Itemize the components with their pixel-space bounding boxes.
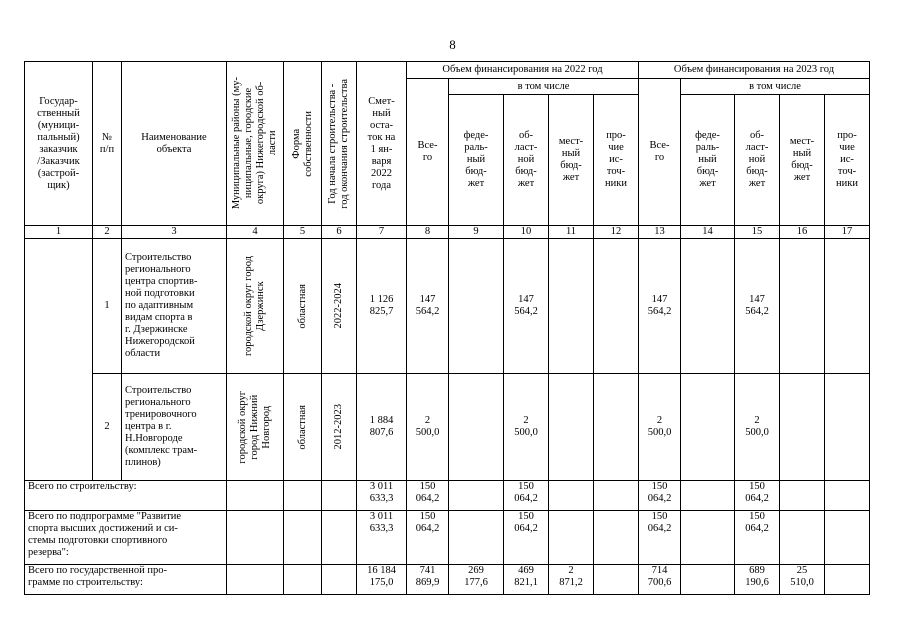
y2022-other (594, 239, 639, 374)
total-years (322, 481, 357, 511)
header-customer: Государ- ственный (муници- пальный) заказчик /Заказчик (застрой- щик) (25, 62, 93, 226)
object-name: Строительство регионального тренировочного центра в г. Н.Новгороде (комплекс трам- плинов) (122, 374, 227, 481)
total-row (25, 565, 870, 595)
y2022-regional: 147 564,2 (504, 239, 549, 374)
total-row (25, 481, 870, 511)
total-y2022-local: 2 871,2 (549, 565, 594, 595)
estimate-cell: 1 884 807,6 (357, 374, 407, 481)
y2023-total: 147 564,2 (639, 239, 681, 374)
y2022-total: 2 500,0 (407, 374, 449, 481)
total-y2023-regional: 150 064,2 (735, 511, 780, 565)
header-districts: Муниципальные районы (му- ниципальные, городские округа) Нижегородской об- ласти (227, 62, 284, 226)
district-cell: городской округ город Нижний Новгород (227, 374, 284, 481)
y2023-federal (681, 239, 735, 374)
total-years (322, 511, 357, 565)
y2023-federal (681, 374, 735, 481)
row-num: 1 (93, 239, 122, 374)
total-y2023-local: 25 510,0 (780, 565, 825, 595)
total-y2022-local (549, 481, 594, 511)
total-y2023-federal (681, 481, 735, 511)
total-ownership (284, 481, 322, 511)
col-number: 17 (825, 226, 870, 239)
total-row (25, 511, 870, 565)
col-number: 14 (681, 226, 735, 239)
header-2022-regional: об- ласт- ной бюд- жет (504, 95, 549, 226)
col-number: 2 (93, 226, 122, 239)
total-y2022-local (549, 511, 594, 565)
col-number: 1 (25, 226, 93, 239)
total-y2023-local (780, 511, 825, 565)
header-fin-2022: Объем финансирования на 2022 год (407, 62, 639, 79)
header-2022-including: в том числе (449, 79, 639, 95)
total-years (322, 565, 357, 595)
col-number: 6 (322, 226, 357, 239)
total-estimate: 16 184 175,0 (357, 565, 407, 595)
header-2022-federal: феде- раль- ный бюд- жет (449, 95, 504, 226)
header-name: Наименование объекта (122, 62, 227, 226)
header-years: Год начала строительства - год окончания строительства (322, 62, 357, 226)
years-cell: 2022-2024 (322, 239, 357, 374)
header-2022-total: Все- го (407, 79, 449, 226)
header-2023-federal: феде- раль- ный бюд- жет (681, 95, 735, 226)
y2023-local (780, 239, 825, 374)
total-y2023-other (825, 511, 870, 565)
y2022-regional: 2 500,0 (504, 374, 549, 481)
total-district (227, 565, 284, 595)
total-y2023-regional: 150 064,2 (735, 481, 780, 511)
y2023-regional: 147 564,2 (735, 239, 780, 374)
total-y2023-total: 150 064,2 (639, 511, 681, 565)
total-estimate: 3 011 633,3 (357, 481, 407, 511)
estimate-cell: 1 126 825,7 (357, 239, 407, 374)
y2023-other (825, 374, 870, 481)
total-y2022-federal: 269 177,6 (449, 565, 504, 595)
financing-table (24, 61, 870, 595)
header-2023-local: мест- ный бюд- жет (780, 95, 825, 226)
header-estimate: Смет- ный оста- ток на 1 ян- варя 2022 года (357, 62, 407, 226)
col-number: 9 (449, 226, 504, 239)
col-number: 11 (549, 226, 594, 239)
header-fin-2023: Объем финансирования на 2023 год (639, 62, 870, 79)
total-y2022-other (594, 565, 639, 595)
total-y2022-regional: 150 064,2 (504, 481, 549, 511)
total-y2023-federal (681, 511, 735, 565)
total-ownership (284, 565, 322, 595)
col-number: 3 (122, 226, 227, 239)
row-num: 2 (93, 374, 122, 481)
y2022-total: 147 564,2 (407, 239, 449, 374)
col-number: 12 (594, 226, 639, 239)
header-2023-regional: об- ласт- ной бюд- жет (735, 95, 780, 226)
total-y2022-total: 150 064,2 (407, 481, 449, 511)
total-y2023-total: 150 064,2 (639, 481, 681, 511)
total-ownership (284, 511, 322, 565)
district-cell: городской округ город Дзержинск (227, 239, 284, 374)
header-2023-other: про- чие ис- точ- ники (825, 95, 870, 226)
total-y2022-other (594, 481, 639, 511)
total-y2023-other (825, 565, 870, 595)
total-district (227, 481, 284, 511)
header-2022-local: мест- ный бюд- жет (549, 95, 594, 226)
table-row (25, 239, 870, 374)
column-number-row (25, 226, 870, 239)
customer-cell (25, 239, 93, 481)
total-y2023-local (780, 481, 825, 511)
total-y2023-other (825, 481, 870, 511)
y2023-total: 2 500,0 (639, 374, 681, 481)
ownership-cell: областная (284, 239, 322, 374)
col-number: 15 (735, 226, 780, 239)
total-y2023-federal (681, 565, 735, 595)
y2022-local (549, 239, 594, 374)
header-2023-total: Все- го (639, 79, 681, 226)
total-estimate: 3 011 633,3 (357, 511, 407, 565)
col-number: 16 (780, 226, 825, 239)
total-label: Всего по государственной про- грамме по строительству: (25, 565, 227, 595)
total-y2023-total: 714 700,6 (639, 565, 681, 595)
total-y2022-federal (449, 481, 504, 511)
years-cell: 2012-2023 (322, 374, 357, 481)
col-number: 5 (284, 226, 322, 239)
header-num: № п/п (93, 62, 122, 226)
total-district (227, 511, 284, 565)
total-y2022-total: 741 869,9 (407, 565, 449, 595)
total-label: Всего по строительству: (25, 481, 227, 511)
total-y2022-total: 150 064,2 (407, 511, 449, 565)
col-number: 13 (639, 226, 681, 239)
y2022-other (594, 374, 639, 481)
header-2023-including: в том числе (681, 79, 870, 95)
col-number: 4 (227, 226, 284, 239)
total-y2023-regional: 689 190,6 (735, 565, 780, 595)
y2023-other (825, 239, 870, 374)
col-number: 8 (407, 226, 449, 239)
header-ownership: Форма собственности (284, 62, 322, 226)
table-row (25, 374, 870, 481)
total-y2022-federal (449, 511, 504, 565)
y2023-local (780, 374, 825, 481)
object-name: Строительство регионального центра спортив- ной подготовки по адаптивным видам спорта в г. Дзержинске Нижегородской области (122, 239, 227, 374)
y2022-federal (449, 239, 504, 374)
page-number: 8 (449, 37, 456, 52)
col-number: 10 (504, 226, 549, 239)
y2022-local (549, 374, 594, 481)
header-2022-other: про- чие ис- точ- ники (594, 95, 639, 226)
total-y2022-regional: 150 064,2 (504, 511, 549, 565)
total-y2022-other (594, 511, 639, 565)
y2022-federal (449, 374, 504, 481)
col-number: 7 (357, 226, 407, 239)
y2023-regional: 2 500,0 (735, 374, 780, 481)
total-label: Всего по подпрограмме "Развитие спорта высших достижений и си- стемы подготовки спортивного резерва": (25, 511, 227, 565)
total-y2022-regional: 469 821,1 (504, 565, 549, 595)
ownership-cell: областная (284, 374, 322, 481)
